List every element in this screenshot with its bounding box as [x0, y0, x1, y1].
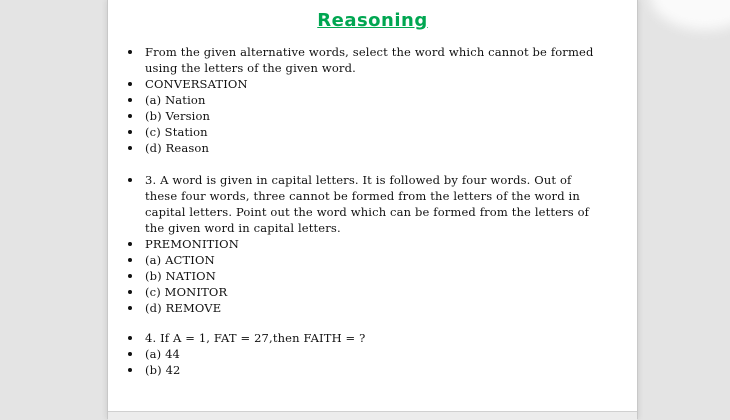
question-1-option-b: (b) Version: [126, 108, 596, 124]
question-1-text: From the given alternative words, select the word which cannot be formed using the letters of the given word.: [126, 44, 596, 76]
background-glare: [650, 0, 730, 30]
question-3-list: [126, 172, 596, 316]
question-4-option-a: (a) 44: [126, 346, 596, 362]
question-4-list: [126, 330, 596, 378]
question-3-option-d: (d) REMOVE: [126, 300, 596, 316]
question-1-given-word: CONVERSATION: [126, 76, 596, 92]
page-title: Reasoning: [317, 10, 428, 31]
question-3-option-c: (c) MONITOR: [126, 284, 596, 300]
question-1-list: [126, 44, 596, 156]
document-page: [107, 0, 638, 419]
question-4-text: 4. If A = 1, FAT = 27,then FAITH = ?: [126, 330, 596, 346]
question-3-option-b: (b) NATION: [126, 268, 596, 284]
question-3-text: 3. A word is given in capital letters. It is followed by four words. Out of these four words, three cannot be formed from the letters of the word in capital letters. Point out the word which can be formed from the letters of the given word in capital letters.: [126, 172, 596, 236]
question-3-option-a: (a) ACTION: [126, 252, 596, 268]
question-4-option-b: (b) 42: [126, 362, 596, 378]
question-1-option-a: (a) Nation: [126, 92, 596, 108]
question-1-option-c: (c) Station: [126, 124, 596, 140]
question-3-given-word: PREMONITION: [126, 236, 596, 252]
question-1-option-d: (d) Reason: [126, 140, 596, 156]
